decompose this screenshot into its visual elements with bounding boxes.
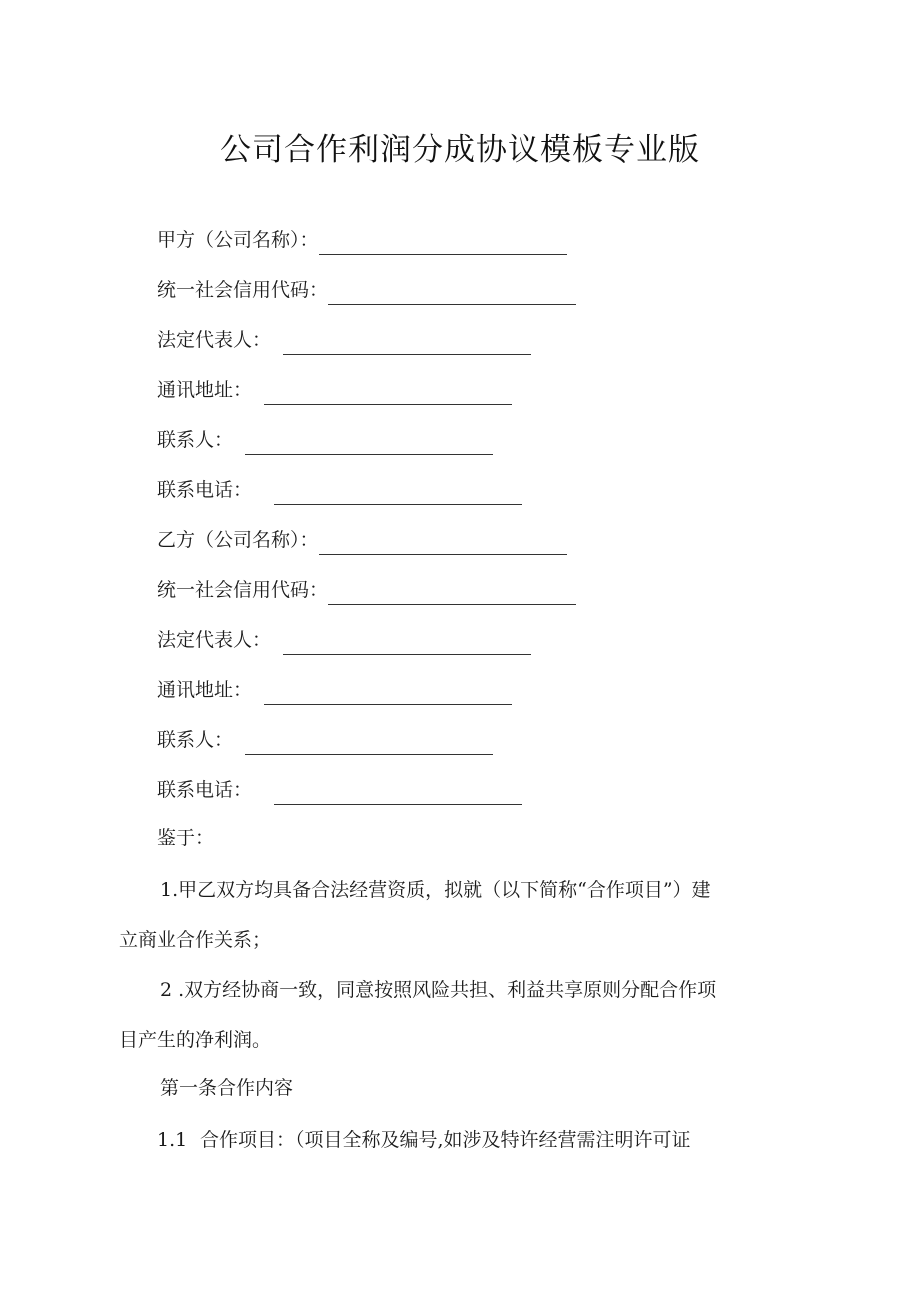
- party-b-credit-code-label: 统一社会信用代码：: [157, 579, 329, 601]
- recital-1-line-1: 1.甲乙双方均具备合法经营资质，拟就（以下简称“合作项目”）建: [160, 879, 711, 901]
- party-a-phone-field: [157, 478, 522, 502]
- party-b-phone-blank[interactable]: [274, 784, 522, 805]
- document-title: 公司合作利润分成协议模板专业版: [220, 132, 700, 168]
- party-b-legal-rep-label: 法定代表人：: [157, 629, 272, 651]
- party-a-phone-label: 联系电话：: [157, 479, 253, 501]
- party-b-name-blank[interactable]: [319, 534, 567, 555]
- party-b-address-field: [157, 678, 512, 702]
- party-a-name-blank[interactable]: [319, 234, 567, 255]
- party-a-legal-rep-blank[interactable]: [283, 334, 531, 355]
- party-a-credit-code-label: 统一社会信用代码：: [157, 279, 329, 301]
- party-b-contact-field: [157, 728, 493, 752]
- party-b-credit-code-field: [157, 578, 576, 602]
- party-a-contact-field: [157, 428, 493, 452]
- party-b-contact-label: 联系人：: [157, 729, 234, 751]
- party-a-legal-rep-label: 法定代表人：: [157, 329, 272, 351]
- party-a-name-field: [157, 228, 567, 252]
- party-a-credit-code-field: [157, 278, 576, 302]
- party-a-address-blank[interactable]: [264, 384, 512, 405]
- party-b-contact-blank[interactable]: [245, 734, 493, 755]
- party-a-address-label: 通讯地址：: [157, 379, 253, 401]
- party-a-contact-label: 联系人：: [157, 429, 234, 451]
- party-b-credit-code-blank[interactable]: [328, 584, 576, 605]
- party-b-legal-rep-blank[interactable]: [283, 634, 531, 655]
- party-b-address-label: 通讯地址：: [157, 679, 253, 701]
- clause-1-1-text: 合作项目：（项目全称及编号,如涉及特许经营需注明许可证: [200, 1129, 691, 1151]
- party-b-address-blank[interactable]: [264, 684, 512, 705]
- party-b-legal-rep-field: [157, 628, 531, 652]
- recital-2-line-1: 2 .双方经协商一致，同意按照风险共担、利益共享原则分配合作项: [160, 979, 717, 1001]
- party-a-legal-rep-field: [157, 328, 531, 352]
- party-a-credit-code-blank[interactable]: [328, 284, 576, 305]
- party-b-phone-field: [157, 778, 522, 802]
- recital-2-line-2: 目产生的净利润。: [119, 1029, 272, 1051]
- party-a-address-field: [157, 378, 512, 402]
- party-b-name-field: [157, 528, 567, 552]
- whereas-heading: 鉴于：: [157, 827, 215, 849]
- party-a-name-label: 甲方（公司名称）：: [157, 229, 319, 251]
- recital-1-line-2: 立商业合作关系；: [119, 929, 272, 951]
- party-a-phone-blank[interactable]: [274, 484, 522, 505]
- party-a-contact-blank[interactable]: [245, 434, 493, 455]
- article-1-heading: 第一条合作内容: [160, 1077, 294, 1099]
- party-b-name-label: 乙方（公司名称）：: [157, 529, 319, 551]
- clause-1-1-number: 1.1: [157, 1129, 188, 1151]
- party-b-phone-label: 联系电话：: [157, 779, 253, 801]
